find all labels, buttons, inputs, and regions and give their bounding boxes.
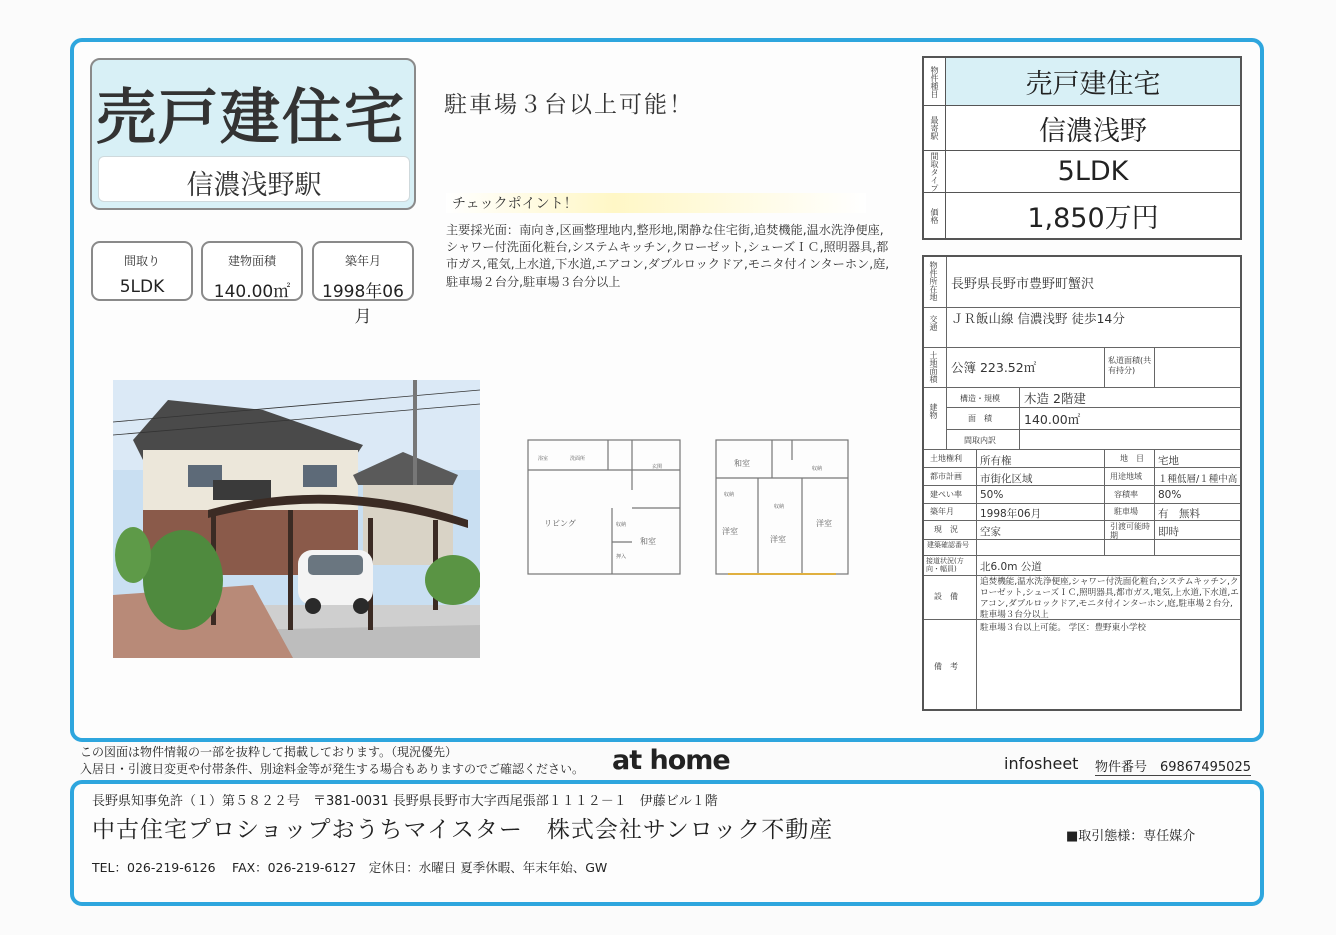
plan-room-genkan: 玄関 (652, 464, 663, 470)
detail-head: 物件所在地 (929, 261, 938, 301)
summary-head: 最寄駅 (924, 106, 946, 150)
plan-room-living: リビング (544, 519, 576, 528)
detail-built: 1998年06月 (980, 508, 1042, 520)
summary-station-value: 信濃浅野 (1039, 115, 1147, 147)
summary-head: 間取タイプ (924, 151, 946, 192)
detail-remarks-head: 備 考 (934, 662, 958, 671)
detail-equipment: 追焚機能,温水洗浄便座,シャワー付洗面化粧台,システムキッチン,クローゼット,シューズＩＣ,照明器具,都市ガス,電気,上水道,下水道,エアコン,ダブルロックドア,モニタ付インターホン,庭,駐車場２台分,駐車場３台分以上 (980, 577, 1239, 620)
detail-land-area: 公簿 223.52㎡ (951, 360, 1037, 375)
transaction-type: ■取引態様：専任媒介 (1066, 829, 1196, 844)
detail-table (922, 255, 1242, 711)
detail-coverage: 50% (980, 489, 1004, 501)
license-address: 長野県知事免許（１）第５８２２号 〒381-0031 長野県長野市大字西尾張部１１１２－１ 伊藤ビル１階 (92, 794, 718, 809)
detail-land-right-head: 土地権利 (930, 454, 962, 463)
checkpoint-title: チェックポイント！ (446, 193, 866, 213)
infosheet-label: infosheet (1004, 754, 1079, 773)
contact-info: TEL：026-219-6126 FAX：026-219-6127 定休日：水曜日 夏季休暇、年末年始、GW (92, 860, 608, 875)
detail-parking: 有 無料 (1158, 508, 1200, 520)
summary-type-value: 売戸建住宅 (946, 58, 1240, 105)
headline: 駐車場３台以上可能！ (444, 92, 694, 118)
disclaimer-line-2: 入居日・引渡日変更や付帯条件、別途料金等が発生する場合もありますのでご確認ください。 (80, 762, 585, 776)
spec-value: 140.00㎡ (213, 282, 291, 302)
detail-transport: ＪＲ飯山線 信濃浅野 徒歩14分 (951, 311, 1125, 326)
spec-built (312, 241, 414, 327)
summary-price-value: 1,850万円 (1027, 203, 1159, 234)
detail-area-head: 面 積 (968, 414, 992, 423)
summary-table (922, 56, 1242, 240)
detail-parking-head: 駐車場 (1114, 507, 1138, 516)
spec-building-area (201, 241, 303, 301)
spec-label: 築年月 (344, 254, 381, 268)
detail-handover: 即時 (1158, 526, 1179, 538)
company-name: 中古住宅プロショップおうちマイスター 株式会社サンロック不動産 (92, 817, 834, 843)
detail-city-plan: 市街化区域 (980, 473, 1033, 485)
floor-plan (512, 430, 872, 590)
detail-chimoku: 宅地 (1158, 455, 1179, 467)
detail-zoning: １種低層/１種中高 (1158, 474, 1238, 485)
disclaimer (80, 744, 584, 778)
plan-room-washitsu-2f: 和室 (734, 459, 750, 468)
detail-head: 建物 (929, 403, 938, 419)
detail-road-head: 接道状況(方向・幅員) (926, 557, 964, 573)
summary-row-price (924, 193, 1240, 238)
property-number: 物件番号 69867495025 (1095, 756, 1251, 776)
detail-head: 土地面積 (929, 351, 938, 383)
detail-coverage-head: 建ぺい率 (930, 490, 962, 499)
detail-equipment-head: 設 備 (934, 592, 958, 601)
spec-value: 5LDK (119, 277, 165, 297)
summary-row-type (924, 58, 1240, 106)
detail-status-head: 現 況 (934, 525, 958, 534)
detail-road: 北6.0m 公道 (980, 561, 1042, 573)
detail-status: 空家 (980, 526, 1001, 538)
detail-head: 交通 (929, 315, 938, 331)
summary-row-layout (924, 151, 1240, 193)
detail-confirm-head: 建築確認番号 (927, 541, 969, 549)
checkpoint-body: 主要採光面：南向き,区画整理地内,整形地,閑静な住宅街,追焚機能,温水洗浄便座,シャワー付洗面化粧台,システムキッチン,クローゼット,シューズＩＣ,照明器具,都市ガス,電気,上水道,下水道,エアコン,ダブルロックドア,モニタ付インターホン,庭,駐車場２台分,駐車場３台分以上 (446, 223, 890, 289)
plan-room-yoshitsu-b: 洋室 (770, 535, 786, 544)
summary-row-station (924, 106, 1240, 151)
plan-room-yoshitsu-a: 洋室 (722, 527, 738, 536)
summary-head: 価格 (924, 193, 946, 238)
detail-built-head: 築年月 (930, 507, 954, 516)
plan-room-storage-2f-c: 収納 (812, 466, 823, 472)
spec-layout (91, 241, 193, 301)
plan-room-oshiire-1f: 押入 (616, 554, 627, 560)
detail-structure-head: 構造・規模 (960, 394, 1000, 403)
plan-room-yoshitsu-c: 洋室 (816, 519, 832, 528)
spec-value: 1998年06月 (322, 282, 404, 327)
detail-far-head: 容積率 (1114, 490, 1138, 499)
spec-label: 間取り (123, 254, 160, 268)
detail-land-right: 所有権 (980, 455, 1012, 467)
detail-zoning-head: 用途地域 (1110, 472, 1142, 481)
plan-room-storage-2f-a: 収納 (724, 492, 735, 498)
detail-location: 長野県長野市豊野町蟹沢 (951, 277, 1095, 292)
detail-private-road-head: 私道面積(共有持分) (1108, 356, 1152, 375)
property-type-title: 売戸建住宅 (96, 83, 406, 153)
station-title: 信濃浅野駅 (186, 170, 322, 201)
detail-far: 80% (1158, 489, 1182, 501)
plan-room-storage-1f: 収納 (616, 522, 627, 528)
detail-handover-head: 引渡可能時期 (1110, 522, 1150, 540)
house-photo (113, 380, 480, 658)
summary-head: 物件種目 (924, 58, 946, 105)
detail-remarks: 駐車場３台以上可能。 学区：豊野東小学校 (980, 623, 1147, 633)
plan-room-senmen: 洗面所 (570, 456, 586, 462)
plan-room-washitsu-1f: 和室 (640, 537, 656, 546)
disclaimer-line-1: この図面は物件情報の一部を抜粋して掲載しております。（現況優先） (80, 745, 458, 759)
spec-label: 建物面積 (227, 254, 276, 268)
athome-logo: at home (612, 745, 730, 776)
detail-structure: 木造 2階建 (1024, 391, 1086, 406)
detail-city-plan-head: 都市計画 (930, 472, 962, 481)
plan-room-bath: 浴室 (538, 456, 549, 462)
detail-chimoku-head: 地 目 (1120, 454, 1144, 463)
detail-layout-head: 間取内訳 (964, 436, 996, 445)
detail-area: 140.00㎡ (1024, 412, 1081, 427)
summary-layout-value: 5LDK (1057, 156, 1129, 187)
plan-room-storage-2f-b: 収納 (774, 504, 785, 510)
